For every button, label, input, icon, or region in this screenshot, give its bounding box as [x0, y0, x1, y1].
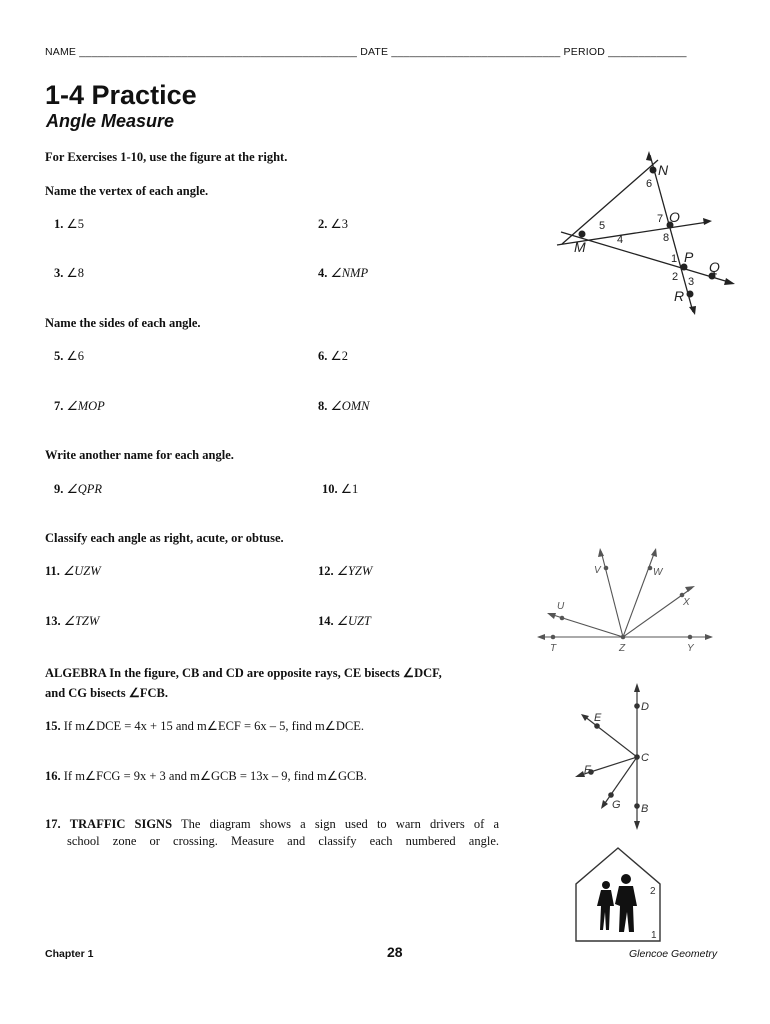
exercise-2: 2. ∠3 — [318, 217, 348, 231]
label-Z: Z — [619, 643, 626, 654]
page-title: 1-4 Practice — [45, 80, 197, 110]
exercise-11: 11. ∠UZW — [45, 564, 101, 578]
exercise-5: 5. ∠6 — [54, 349, 84, 363]
label-T: T — [550, 643, 557, 654]
angle-label-1: 1 — [671, 253, 678, 265]
label-U: U — [557, 601, 565, 612]
label-Q: Q — [709, 259, 720, 275]
label-B: B — [641, 803, 649, 815]
exercise-17-line-1: 17. TRAFFIC SIGNS The diagram shows a sign used to warn drivers of a — [45, 817, 500, 831]
label-W: W — [653, 567, 663, 578]
exercise-8: 8. ∠OMN — [318, 399, 370, 413]
section-name-heading: Write another name for each angle. — [45, 448, 234, 462]
exercise-14: 14. ∠UZT — [318, 614, 371, 628]
angle-figure-1 — [525, 145, 740, 315]
header-name-date-period: NAME ______________________________________________ DATE ____________________________ PERIOD _____________ — [45, 46, 687, 58]
label-E: E — [594, 712, 602, 724]
angle-label-8: 8 — [663, 232, 670, 244]
exercise-12: 12. ∠YZW — [318, 564, 373, 578]
exercise-6: 6. ∠2 — [318, 349, 348, 363]
exercise-3: 3. ∠8 — [54, 266, 84, 280]
footer-publisher: Glencoe Geometry — [629, 948, 718, 960]
label-F: F — [584, 764, 591, 776]
label-C: C — [641, 752, 649, 764]
sign-angle-label-2: 2 — [650, 886, 656, 897]
label-P: P — [684, 249, 694, 265]
angle-figure-3 — [570, 680, 690, 830]
footer-chapter: Chapter 1 — [45, 948, 94, 960]
label-D: D — [641, 701, 649, 713]
label-Y: Y — [687, 643, 694, 654]
page-subtitle: Angle Measure — [46, 111, 175, 131]
exercise-7: 7. ∠MOP — [54, 399, 105, 413]
algebra-line-2: and CG bisects ∠FCB. — [45, 686, 169, 700]
exercise-4: 4. ∠NMP — [318, 266, 369, 280]
school-crossing-sign — [570, 843, 665, 945]
algebra-line-1: ALGEBRA In the figure, CB and CD are opposite rays, CE bisects ∠DCF, — [45, 666, 442, 680]
section-vertex-heading: Name the vertex of each angle. — [45, 184, 209, 198]
angle-label-3: 3 — [688, 276, 695, 288]
angle-label-2: 2 — [672, 271, 679, 283]
angle-label-7: 7 — [657, 213, 664, 225]
label-O: O — [669, 209, 680, 225]
angle-label-5: 5 — [599, 220, 606, 232]
label-G: G — [612, 799, 621, 811]
section-classify-heading: Classify each angle as right, acute, or obtuse. — [45, 531, 284, 545]
label-V: V — [594, 565, 601, 576]
exercise-15: 15. If m∠DCE = 4x + 15 and m∠ECF = 6x – 5, find m∠DCE. — [45, 719, 364, 733]
section-sides-heading: Name the sides of each angle. — [45, 316, 201, 330]
label-X: X — [683, 597, 690, 608]
angle-figure-2 — [530, 545, 720, 655]
exercise-17-line-2: school zone or crossing. Measure and classify each numbered angle. — [67, 834, 499, 848]
sign-angle-label-1: 1 — [651, 930, 657, 941]
label-M: M — [574, 239, 586, 255]
exercise-13: 13. ∠TZW — [45, 614, 100, 628]
exercise-1: 1. ∠5 — [54, 217, 84, 231]
angle-label-4: 4 — [617, 234, 624, 246]
exercise-9: 9. ∠QPR — [54, 482, 103, 496]
angle-label-6: 6 — [646, 178, 653, 190]
footer-page-number: 28 — [387, 944, 403, 960]
intro-text: For Exercises 1-10, use the figure at the right. — [45, 150, 288, 164]
exercise-16: 16. If m∠FCG = 9x + 3 and m∠GCB = 13x – 9, find m∠GCB. — [45, 769, 367, 783]
exercise-10: 10. ∠1 — [322, 482, 359, 496]
label-R: R — [674, 288, 685, 304]
label-N: N — [658, 162, 669, 178]
